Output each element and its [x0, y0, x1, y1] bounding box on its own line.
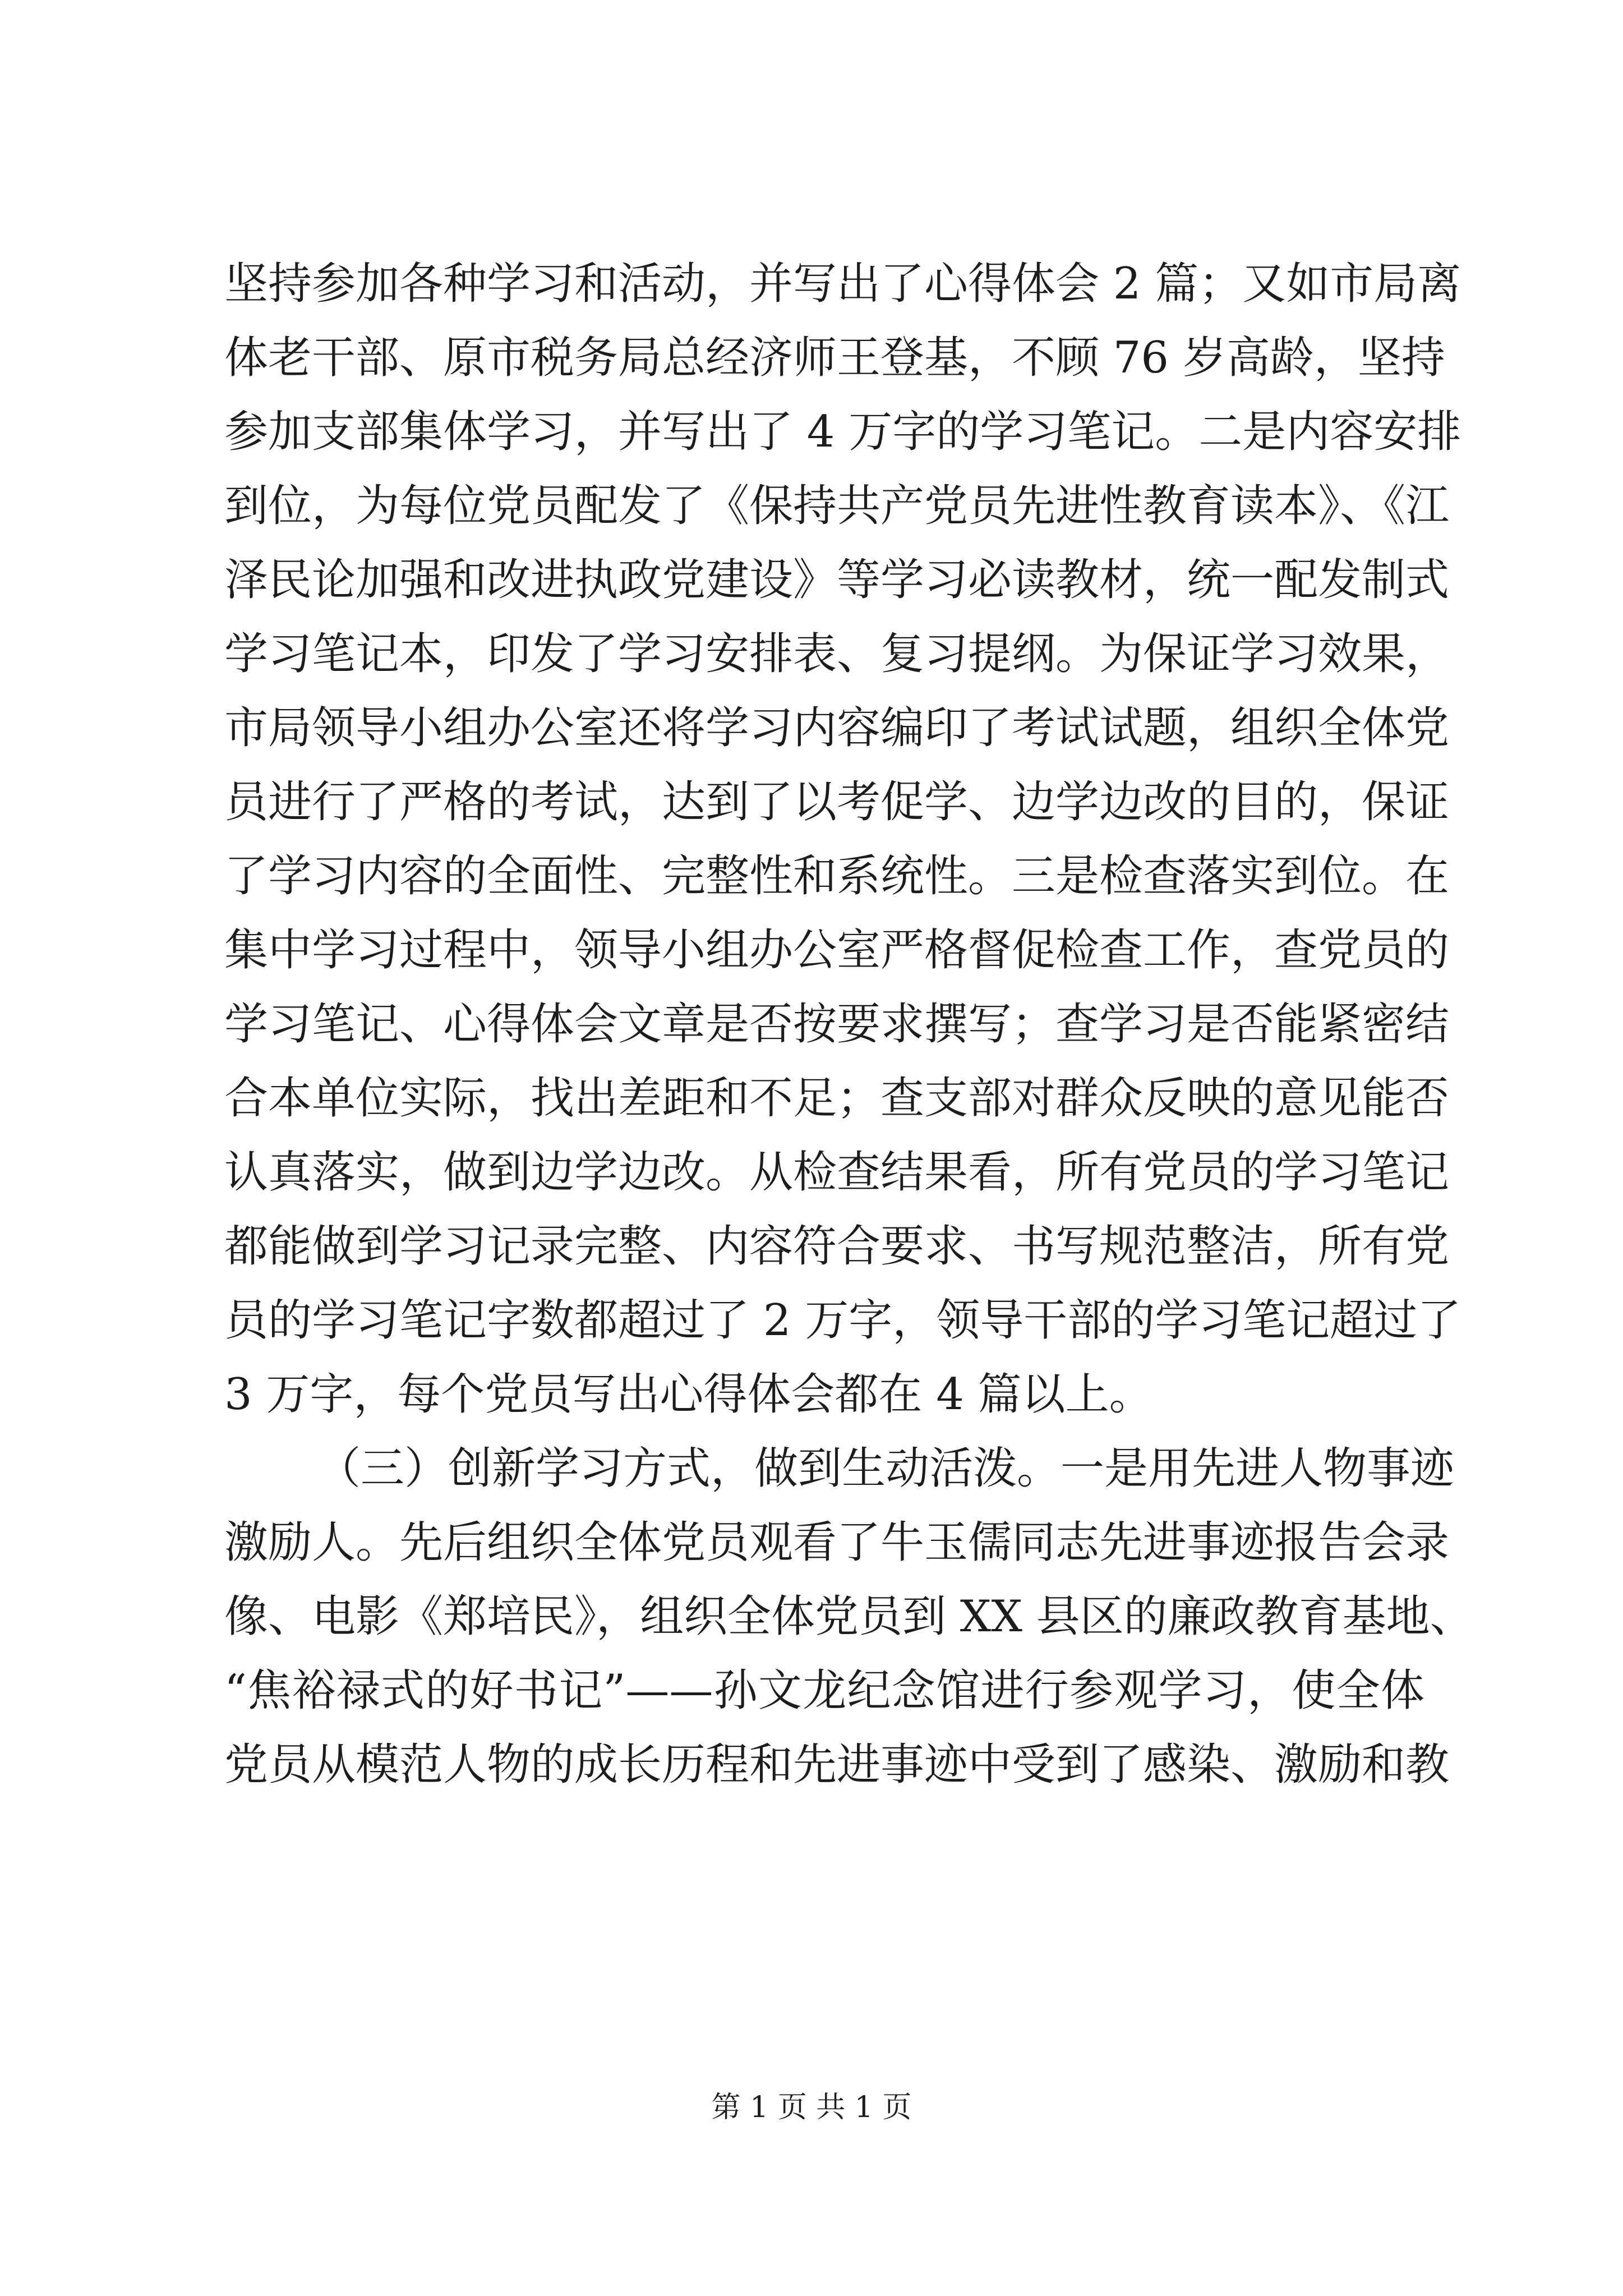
text-line: 像、电影《郑培民》，组织全体党员到 XX 县区的廉政教育基地、: [224, 1591, 1474, 1642]
text-line: （三）创新学习方式，做到生动活泼。一是用先进人物事迹: [317, 1443, 1455, 1494]
text-line: 体老干部、原市税务局总经济师王登基，不顾 76 岁高龄，坚持: [224, 333, 1445, 383]
text-line: 都能做到学习记录完整、内容符合要求、书写规范整洁，所有党: [224, 1221, 1450, 1272]
text-line: “焦裕禄式的好书记”——孙文龙纪念馆进行参观学习，使全体: [224, 1665, 1424, 1716]
text-line: 党员从模范人物的成长历程和先进事迹中受到了感染、激励和教: [224, 1740, 1450, 1790]
text-line: 参加支部集体学习，并写出了 4 万字的学习笔记。二是内容安排: [224, 407, 1461, 457]
text-line: 集中学习过程中，领导小组办公室严格督促检查工作，查党员的: [224, 925, 1450, 976]
text-line: 坚持参加各种学习和活动，并写出了心得体会 2 篇；又如市局离: [224, 259, 1461, 309]
text-line: 员进行了严格的考试，达到了以考促学、边学边改的目的，保证: [224, 777, 1450, 827]
text-line: 市局领导小组办公室还将学习内容编印了考试试题，组织全体党: [224, 703, 1450, 753]
text-line: 合本单位实际，找出差距和不足；查支部对群众反映的意见能否: [224, 1073, 1450, 1124]
page-footer: [0, 2088, 1623, 2127]
text-line: 了学习内容的全面性、完整性和系统性。三是检查落实到位。在: [224, 851, 1450, 901]
text-line: 认真落实，做到边学边改。从检查结果看，所有党员的学习笔记: [224, 1147, 1450, 1198]
text-line: 激励人。先后组织全体党员观看了牛玉儒同志先进事迹报告会录: [224, 1517, 1450, 1568]
page-number-label: 第 1 页 共 1 页: [711, 2091, 912, 2124]
text-line: 泽民论加强和改进执政党建设》等学习必读教材，统一配发制式: [224, 555, 1450, 605]
document-body: [224, 247, 1474, 1802]
text-line: 3 万字，每个党员写出心得体会都在 4 篇以上。: [224, 1369, 1153, 1420]
text-line: 学习笔记本，印发了学习安排表、复习提纲。为保证学习效果，: [224, 629, 1450, 679]
text-line: 学习笔记、心得体会文章是否按要求撰写；查学习是否能紧密结: [224, 999, 1450, 1050]
text-line: 员的学习笔记字数都超过了 2 万字，领导干部的学习笔记超过了: [224, 1295, 1461, 1346]
text-line: 到位，为每位党员配发了《保持共产党员先进性教育读本》、《江: [224, 481, 1450, 531]
